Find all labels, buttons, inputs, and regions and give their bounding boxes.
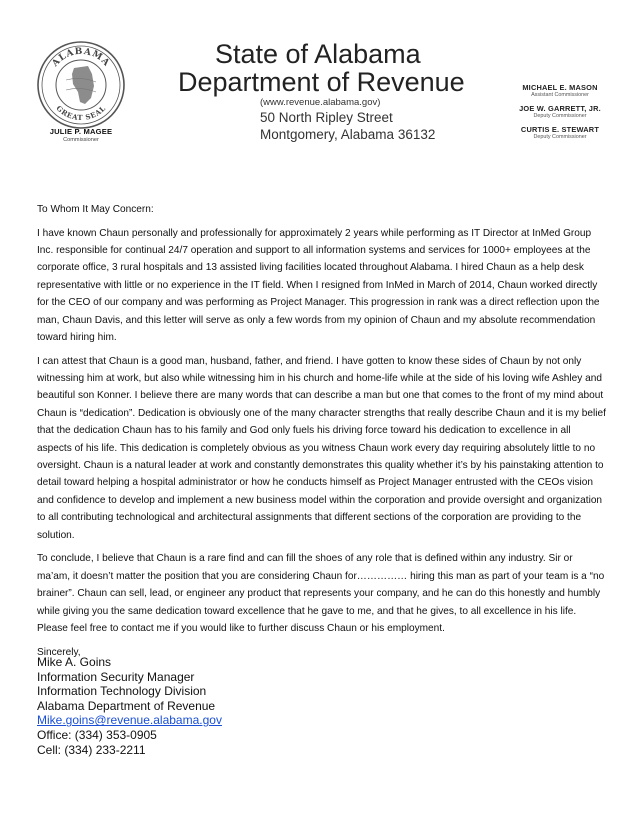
street-address: 50 North Ripley Street (260, 110, 393, 125)
state-title: State of Alabama (215, 39, 421, 69)
signature-block (37, 655, 222, 757)
officer-entry (505, 104, 615, 119)
signer-email-link[interactable]: Mike.goins@revenue.alabama.gov (37, 713, 222, 728)
closing: Sincerely, (37, 646, 81, 658)
officer-role: Assistant Commissioner (531, 92, 589, 98)
signer-cell-phone: Cell: (334) 233-2211 (37, 742, 146, 757)
paragraph-conclusion: To conclude, I believe that Chaun is a rare find and can fill the shoes of any role that is defined within any industry. Sir or ma’am, it doesn’t matter the position that you are considering Chaun for…………… hiring this man as part of your team is a “no brainer”. Chaun can sell, lead, or engineer any product that represents your company, and he can do this honestly and humbly while giving you the same dedication toward excellence that he gave to me, and that he gives, to all excellence in his life. Please feel free to contact me if you would like to further discuss Chaun or his employment. (37, 553, 605, 634)
commissioner-name: JULIE P. MAGEE (49, 127, 113, 136)
signer-department: Alabama Department of Revenue (37, 698, 216, 713)
city-address: Montgomery, Alabama 36132 (260, 127, 436, 142)
officer-entry (505, 125, 615, 140)
seal-top-text: ALABAMA (50, 46, 112, 69)
officer-name: JOE W. GARRETT, JR. (519, 104, 601, 113)
officer-role: Deputy Commissioner (533, 134, 587, 140)
paragraph-character: I can attest that Chaun is a good man, husband, father, and friend. I have gotten to know these sides of Chaun by not only witnessing him at work, but also while witnessing him in his church and home-life while at the side of his loving wife Ashley and beautiful son Konner. I believe there are many words that can describe a man but one that comes to the front of my mind about Chaun is “dedication”. Dedication is obviously one of the many character strengths that really describe Chaun and it is my belief that the dedication Chaun has to his family and God only fuels his driving force toward his dedication to excellence in all aspects of his life. This dedication is completely obvious as you witness Chaun work every day requiring absolutely little to no oversight. Chaun is a natural leader at work and constantly demonstrates this quality whether it’s by his painstaking attention to detail toward helping a hospital administrator or how he conducts himself as Project Manager entrusted with the CEOs vision and confidence to develop and implement a new business model within the corporation and provide oversight and organization to all contributing technological and architectural assignments that different sections of the corporation are providing to the solution. (37, 355, 606, 541)
signer-name: Mike A. Goins (37, 655, 112, 669)
officers-list (505, 83, 615, 146)
website-text: (www.revenue.alabama.gov) (260, 97, 381, 108)
salutation: To Whom It May Concern: (37, 204, 154, 215)
officer-name: MICHAEL E. MASON (522, 83, 598, 92)
address-block (260, 96, 468, 143)
letter-body (37, 201, 607, 667)
department-title: Department of Revenue (178, 67, 465, 97)
signer-division: Information Technology Division (37, 684, 207, 699)
letterhead-title (178, 40, 468, 143)
officer-name: CURTIS E. STEWART (520, 125, 600, 134)
svg-text:ALABAMA (50, 47, 112, 70)
commissioner-block (30, 127, 132, 143)
great-seal-logo (36, 40, 126, 130)
signer-title: Information Security Manager (37, 669, 195, 684)
commissioner-role: Commissioner (63, 137, 99, 143)
paragraph-introduction: I have known Chaun personally and professionally for approximately 2 years while performing as IT Director at InMed Group Inc. responsible for continual 24/7 operation and support to all information systems and services for 1000+ employees at the corporate office, 3 rural hospitals and 13 assisted living facilities located throughout Alabama. I hired Chaun as a help desk representative with little or no experience in the IT field. When I resigned from InMed in March of 2014, Chaun worked directly for the CEO of our company and was performing as Project Manager. This progression in rank was a direct reflection upon the man, Chaun Davis, and this letter will serve as only a few words from my opinion of Chaun and my absolute recommendation toward hiring him. (37, 227, 600, 344)
signer-office-phone: Office: (334) 353-0905 (37, 727, 157, 742)
officer-entry (505, 83, 615, 98)
officer-role: Deputy Commissioner (533, 113, 587, 119)
seal-bottom-text: GREAT SEAL (54, 103, 108, 123)
